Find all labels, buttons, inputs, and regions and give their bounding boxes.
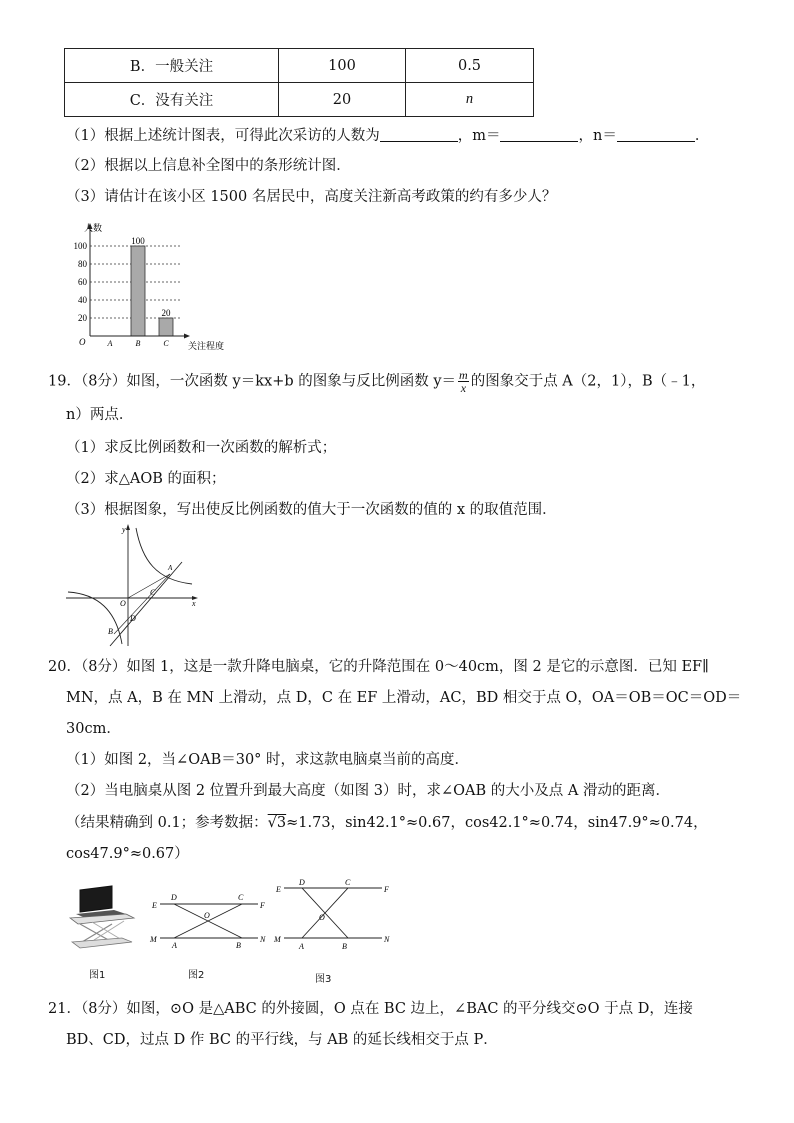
label-a: A	[168, 564, 173, 572]
table-row	[65, 83, 534, 117]
q19-part1: （1）求反比例函数和一次函数的解析式；	[66, 440, 337, 456]
x-tick-label: C	[163, 339, 169, 348]
q18-part1-n: ，n＝	[578, 128, 617, 144]
q19-text-b: 的图象交于点 A（2，1），B（﹣1，	[470, 373, 706, 390]
q20-part3-text: （结果精确到 0.1；参考数据：	[66, 815, 268, 831]
data-label: 20	[161, 308, 171, 318]
x-tick-label: A	[107, 339, 113, 348]
data-label: 100	[131, 236, 145, 246]
answer-blank[interactable]	[500, 127, 578, 142]
q18-part1-m: ，m＝	[457, 128, 501, 144]
fraction-denominator: x	[460, 381, 467, 395]
figure2-caption: 图2	[188, 970, 205, 981]
label-m: M	[274, 935, 281, 944]
figure3-caption: 图3	[315, 974, 332, 985]
q20-line3: 30cm．	[66, 721, 121, 737]
label-e: E	[276, 885, 281, 894]
q18-part1-text: （1）根据上述统计图表，可得此次采访的人数为	[66, 128, 380, 144]
y-tick-label: 60	[78, 277, 87, 287]
table-cell-freq: 0.5	[406, 49, 534, 83]
q20-part3-a	[66, 813, 708, 833]
figure2-diagram	[146, 890, 270, 956]
y-axis-arrow	[126, 524, 130, 530]
label-f: F	[384, 885, 389, 894]
label-x: x	[192, 599, 196, 608]
q21-line2: BD、CD，过点 D 作 BC 的平行线，与 AB 的延长线相交于点 P．	[66, 1032, 498, 1048]
y-tick-label: 80	[78, 259, 87, 269]
q18-part2: （2）根据以上信息补全图中的条形统计图．	[66, 158, 351, 174]
table-row	[65, 49, 534, 83]
label-a: A	[172, 941, 177, 950]
bar-C	[159, 318, 173, 336]
figure1-laptop-desk-icon	[66, 884, 136, 954]
table-cell-count: 100	[279, 49, 406, 83]
label-d: D	[171, 893, 177, 902]
y-tick-label: 20	[78, 313, 87, 323]
hyperbola-branch-2	[68, 592, 122, 644]
label-c: C	[150, 588, 156, 597]
fraction-m-over-x	[458, 369, 469, 394]
table-cell-count: 20	[279, 83, 406, 117]
answer-blank[interactable]	[617, 127, 695, 142]
label-b: B	[236, 941, 241, 950]
q18-part1	[66, 126, 709, 146]
q20-line1: 20．（8分）如图 1，这是一款升降电脑桌，它的升降范围在 0～40cm，图 2 是它的示意图．已知 EF∥	[48, 659, 709, 675]
label-c: C	[345, 878, 351, 887]
label-d: D	[299, 878, 305, 887]
y-tick-label: 40	[78, 295, 87, 305]
label-b: B	[342, 942, 347, 951]
label-o: O	[319, 913, 325, 922]
label-n: N	[384, 935, 390, 944]
label-a: A	[299, 942, 304, 951]
fraction-numerator: m	[459, 368, 468, 382]
q20-part1: （1）如图 2，当∠OAB＝30° 时，求这款电脑桌当前的高度．	[66, 752, 470, 768]
label-m: M	[150, 935, 157, 944]
x-axis-arrow	[184, 334, 190, 339]
figure1-caption: 图1	[89, 970, 106, 981]
q19-text-c: n）两点．	[66, 407, 134, 423]
label-b: B	[108, 627, 113, 636]
q20-part3-c: cos47.9°≈0.67）	[66, 846, 189, 862]
y-tick-label: 100	[73, 241, 87, 251]
q20-part2: （2）当电脑桌从图 2 位置升到最大高度（如图 3）时，求∠OAB 的大小及点 A 滑动的距离．	[66, 783, 670, 799]
table-cell-freq: n	[406, 83, 534, 117]
label-d: D	[130, 614, 136, 623]
origin-label: O	[79, 337, 86, 347]
q18-part3: （3）请估计在该小区 1500 名居民中，高度关注新高考政策的约有多少人？	[66, 189, 557, 205]
table-cell-label: B．一般关注	[65, 49, 279, 83]
label-n: N	[260, 935, 266, 944]
frequency-table	[64, 48, 534, 117]
figure3-diagram	[270, 876, 394, 956]
q19-text-a: 19．（8分）如图，一次函数 y＝kx+b 的图象与反比例函数 y＝	[48, 373, 457, 390]
x-axis-label: 关注程度	[188, 341, 225, 351]
sqrt-three: √3	[267, 815, 287, 831]
label-c: C	[238, 893, 244, 902]
function-graph	[64, 522, 204, 648]
segment-oa	[128, 574, 170, 598]
q20-line2: MN，点 A，B 在 MN 上滑动，点 D，C 在 EF 上滑动，AC，BD 相交于点 O，OA＝OB＝OC＝OD＝	[66, 690, 742, 706]
table-cell-label: C．没有关注	[65, 83, 279, 117]
x-tick-label: B	[135, 339, 141, 348]
q18-part1-end: ．	[694, 128, 710, 144]
q19-heading	[48, 369, 705, 394]
label-o: O	[204, 911, 210, 920]
q21-line1: 21．（8分）如图，⊙O 是△ABC 的外接圆，O 点在 BC 边上，∠BAC 的平分线交⊙O 于点 D，连接	[48, 1001, 693, 1017]
label-f: F	[260, 901, 265, 910]
bar-B	[131, 246, 145, 336]
y-axis-label: 人数	[84, 223, 103, 233]
q19-part2: （2）求△AOB 的面积；	[66, 471, 226, 487]
q20-part3-values: ≈1.73，sin42.1°≈0.67，cos42.1°≈0.74，sin47.9°≈0.74，	[286, 815, 708, 831]
label-y: y	[122, 525, 126, 534]
label-o: O	[120, 599, 126, 608]
label-e: E	[152, 901, 157, 910]
hyperbola-branch-1	[136, 528, 192, 584]
answer-blank[interactable]	[380, 127, 458, 142]
bar-chart	[62, 220, 242, 352]
q19-part3: （3）根据图象，写出使反比例函数的值大于一次函数的值的 x 的取值范围．	[66, 502, 557, 518]
